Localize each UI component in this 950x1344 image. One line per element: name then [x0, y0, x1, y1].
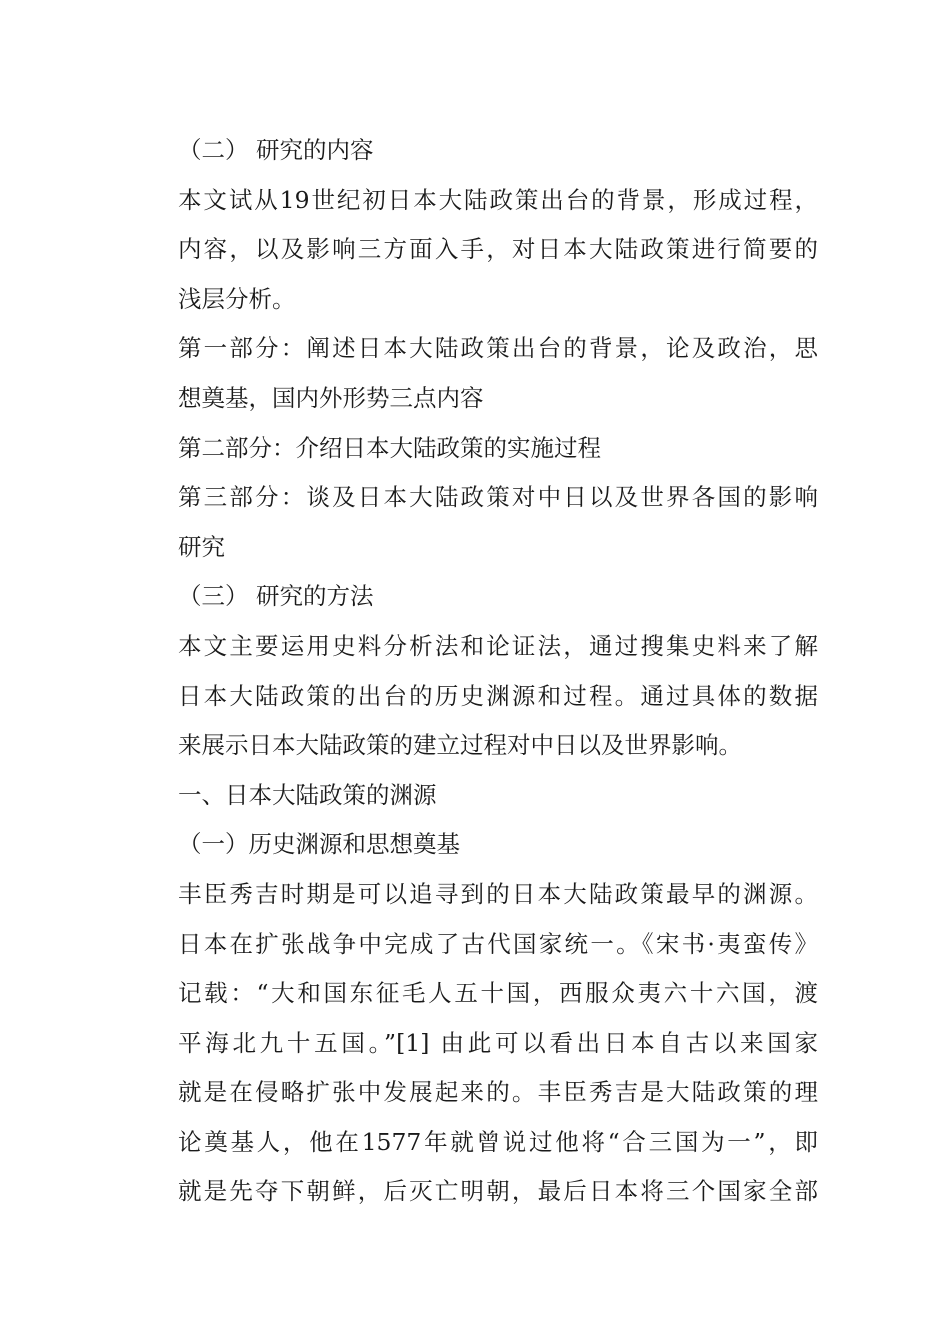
paragraph-line: 本文试从19世纪初日本大陆政策出台的背景，形成过程，: [178, 185, 818, 214]
paragraph-line: 记载：“大和国东征毛人五十国，西服众夷六十六国，渡: [178, 979, 818, 1008]
paragraph-line: 日本大陆政策的出台的历史渊源和过程。通过具体的数据: [178, 681, 818, 710]
paragraph-line: 本文主要运用史料分析法和论证法，通过搜集史料来了解: [178, 631, 818, 660]
paragraph-line: 内容，以及影响三方面入手，对日本大陆政策进行简要的: [178, 235, 818, 264]
paragraph-line: 丰臣秀吉时期是可以追寻到的日本大陆政策最早的渊源。: [178, 879, 818, 908]
paragraph-line: 日本在扩张战争中完成了古代国家统一。《宋书·夷蛮传》: [178, 929, 818, 958]
section-heading-research-method: （三） 研究的方法: [178, 582, 374, 611]
part-one-line: 想奠基，国内外形势三点内容: [178, 383, 484, 412]
chapter-heading: 一、日本大陆政策的渊源: [178, 780, 437, 809]
section-heading-historical-origins: （一）历史渊源和思想奠基: [178, 830, 460, 859]
body-text: [178, 126, 818, 1217]
paragraph-line: 就是先夺下朝鲜，后灭亡明朝，最后日本将三个国家全部: [178, 1177, 818, 1206]
part-three-line: 第三部分：谈及日本大陆政策对中日以及世界各国的影响: [178, 483, 818, 512]
part-one-line: 第一部分：阐述日本大陆政策出台的背景，论及政治，思: [178, 334, 818, 363]
part-three-line: 研究: [178, 532, 225, 561]
paragraph-line: 平海北九十五国。”[1] 由此可以看出日本自古以来国家: [178, 1028, 818, 1057]
paragraph-line: 就是在侵略扩张中发展起来的。丰臣秀吉是大陆政策的理: [178, 1078, 818, 1107]
paragraph-line: 来展示日本大陆政策的建立过程对中日以及世界影响。: [178, 731, 742, 760]
section-heading-research-content: （二） 研究的内容: [178, 136, 374, 164]
paragraph-line: 论奠基人，他在1577年就曾说过他将“合三国为一”，即: [178, 1127, 818, 1156]
part-two-line: 第二部分：介绍日本大陆政策的实施过程: [178, 433, 601, 462]
paragraph-line: 浅层分析。: [178, 284, 296, 313]
